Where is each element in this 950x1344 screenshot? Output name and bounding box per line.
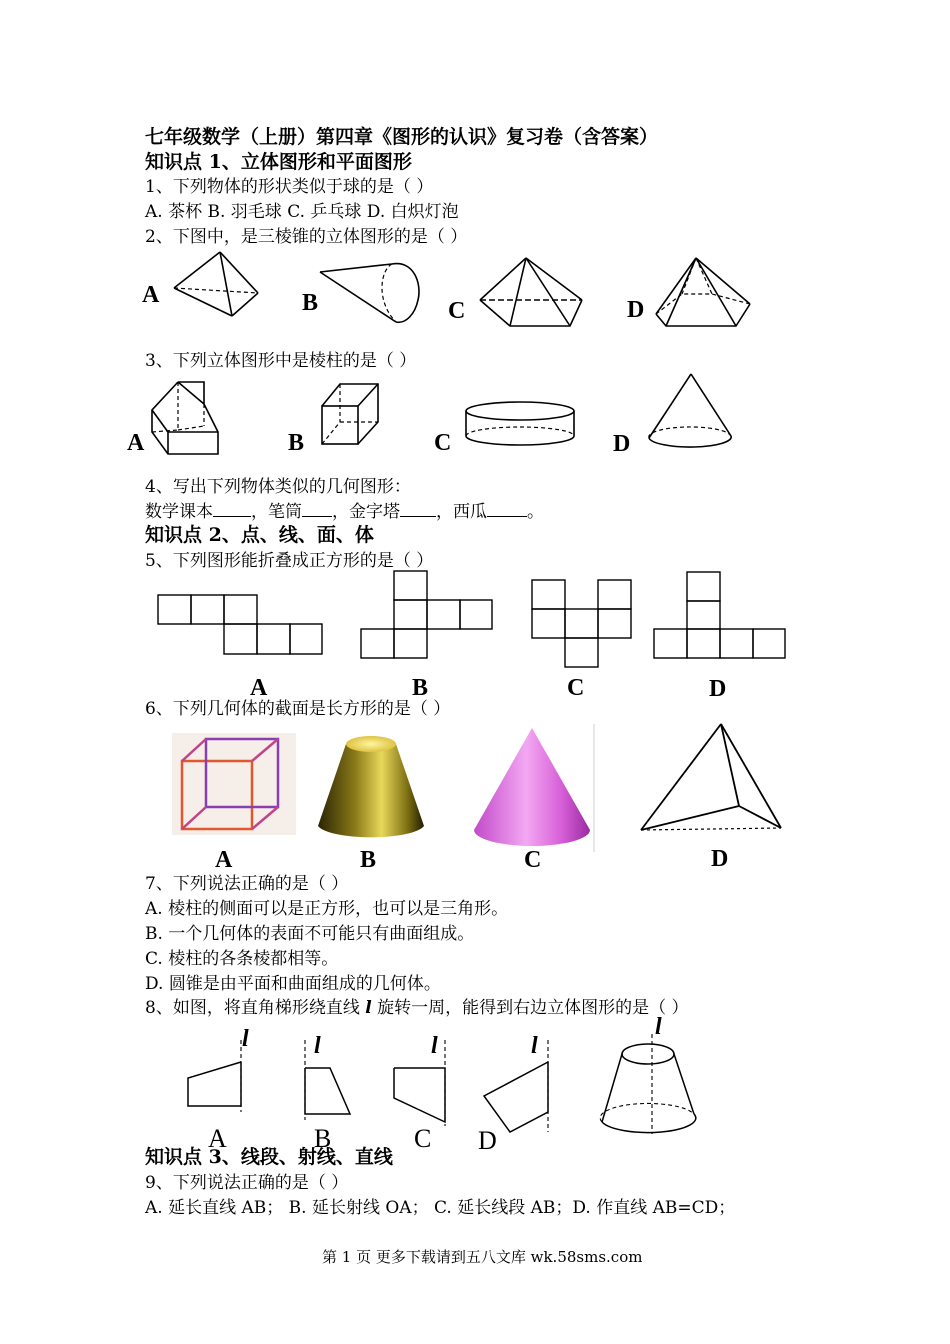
q2-figure-c-pyramid <box>478 256 586 328</box>
q5-net-b <box>360 570 494 660</box>
q8-stem-part-1: 8、如图，将直角梯形绕直线 <box>145 998 366 1018</box>
q4-blank-3[interactable] <box>400 500 436 517</box>
q3-figure-a-prism <box>148 380 220 456</box>
q7-option-d: D. 圆锥是由平面和曲面组成的几何体。 <box>145 974 441 994</box>
q2-figure-d-pyramid <box>652 256 756 328</box>
q5-net-c <box>531 579 633 669</box>
q6-label-a: A <box>215 847 233 873</box>
q3-label-b: B <box>288 430 305 456</box>
q2-figure-a-pyramid <box>170 250 270 325</box>
q4-blank-4[interactable] <box>487 500 527 517</box>
q3-label-a: A <box>127 430 145 456</box>
q2-label-b: B <box>302 290 319 316</box>
q2-label-a: A <box>142 282 160 308</box>
q8-axis-label-c: l <box>431 1033 438 1059</box>
q5-label-d: D <box>709 676 727 702</box>
q5-label-c: C <box>567 675 585 701</box>
q3-stem: 3、下列立体图形中是棱柱的是（ ） <box>145 351 417 371</box>
q8-figure-d <box>482 1040 552 1132</box>
q8-figure-b <box>300 1040 354 1120</box>
q2-label-d: D <box>627 297 645 323</box>
q7-option-b: B. 一个几何体的表面不可能只有曲面组成。 <box>145 924 475 944</box>
q8-axis-label-d: l <box>531 1033 538 1059</box>
q4-part-watermelon: ，西瓜 <box>436 502 487 522</box>
q8-figure-c <box>390 1040 452 1126</box>
q2-figure-b-cone <box>318 262 428 324</box>
q4-blank-2[interactable] <box>302 500 332 517</box>
q5-stem: 5、下列图形能折叠成正方形的是（ ） <box>145 551 434 571</box>
q8-axis-label-solid: l <box>655 1014 662 1040</box>
q3-label-d: D <box>613 431 631 457</box>
q8-stem-part-2: 旋转一周，能得到右边立体图形的是（ ） <box>371 998 689 1018</box>
q3-figure-d-cone <box>645 372 735 454</box>
q3-figure-c-cylinder <box>464 400 578 448</box>
q8-label-c: C <box>414 1124 432 1153</box>
q8-stem-axis-var: l <box>365 998 372 1018</box>
q6-image-a-cube <box>172 733 296 835</box>
q5-label-a: A <box>250 675 268 701</box>
q8-target-solid-frustum <box>598 1034 698 1160</box>
q6-image-c-cone <box>466 724 598 852</box>
q8-label-b: B <box>314 1124 332 1153</box>
q6-image-d-tetrahedron <box>637 722 785 834</box>
q3-figure-b-cube <box>320 382 380 446</box>
q9-options: A. 延长直线 AB； B. 延长射线 OA； C. 延长线段 AB；D. 作直线 AB=CD； <box>145 1198 736 1218</box>
q7-option-c: C. 棱柱的各条棱都相等。 <box>145 949 339 969</box>
q1-stem: 1、下列物体的形状类似于球的是（ ） <box>145 177 434 197</box>
q8-axis-label-b: l <box>314 1033 321 1059</box>
q1-options: A. 茶杯 B. 羽毛球 C. 乒乓球 D. 白炽灯泡 <box>145 202 459 222</box>
q4-fill-in <box>145 500 544 523</box>
q5-net-d <box>653 571 787 661</box>
q7-option-a: A. 棱柱的侧面可以是正方形，也可以是三角形。 <box>145 899 509 919</box>
q2-label-c: C <box>448 298 466 324</box>
q4-stem: 4、写出下列物体类似的几何图形： <box>145 477 411 497</box>
q5-label-b: B <box>412 675 429 701</box>
q4-part-pyramid: ，金字塔 <box>332 502 400 522</box>
q6-label-d: D <box>711 846 729 872</box>
q6-label-c: C <box>524 847 542 873</box>
q6-label-b: B <box>360 847 377 873</box>
q8-figure-a <box>186 1040 248 1112</box>
q6-image-b-frustum <box>316 730 426 842</box>
q5-net-a <box>157 594 323 656</box>
section-heading-2: 知识点 2、点、线、面、体 <box>145 524 374 546</box>
section-heading-3: 知识点 3、线段、射线、直线 <box>145 1146 393 1168</box>
q9-stem: 9、下列说法正确的是（ ） <box>145 1173 349 1193</box>
q4-part-pen-holder: ，笔筒 <box>251 502 302 522</box>
q6-stem: 6、下列几何体的截面是长方形的是（ ） <box>145 699 451 719</box>
q7-stem: 7、下列说法正确的是（ ） <box>145 874 349 894</box>
q8-label-d: D <box>478 1126 497 1155</box>
q4-blank-1[interactable] <box>213 500 251 517</box>
q8-label-a: A <box>208 1124 227 1153</box>
page-footer: 第 1 页 更多下载请到五八文库 wk.58sms.com <box>322 1248 643 1266</box>
q8-stem <box>145 997 689 1019</box>
q2-stem: 2、下图中，是三棱锥的立体图形的是（ ） <box>145 227 468 247</box>
q4-part-textbook: 数学课本 <box>145 502 213 522</box>
q4-part-end: 。 <box>527 502 544 522</box>
q8-axis-label-a: l <box>242 1026 249 1052</box>
document-title: 七年级数学（上册）第四章《图形的认识》复习卷（含答案） <box>145 126 659 148</box>
q3-label-c: C <box>434 430 452 456</box>
section-heading-1: 知识点 1、立体图形和平面图形 <box>145 151 412 173</box>
